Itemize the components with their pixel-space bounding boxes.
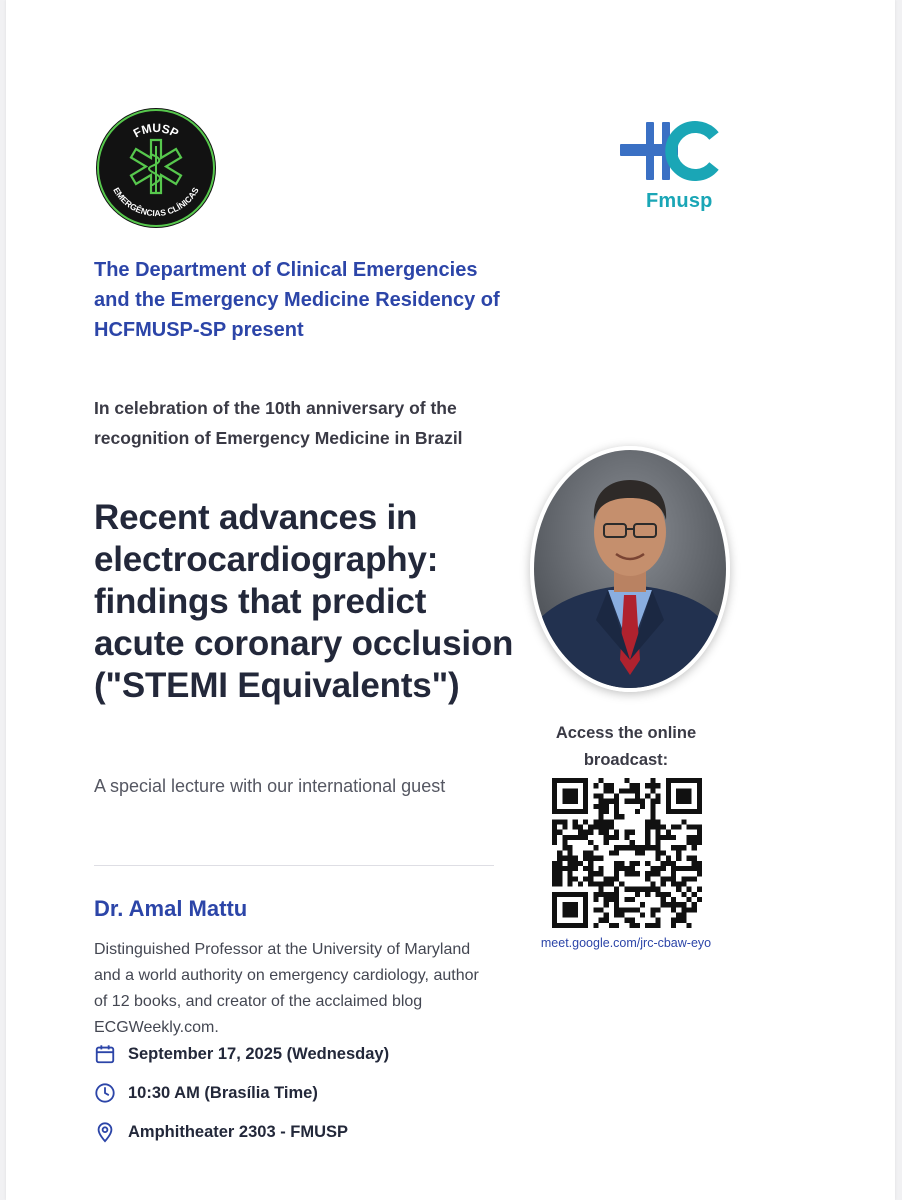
calendar-icon — [94, 1043, 116, 1065]
qr-code[interactable] — [552, 778, 702, 928]
logo-left-bottom-text: EMERGÊNCIAS CLÍNICAS — [111, 185, 201, 219]
broadcast-link[interactable]: meet.google.com/jrc-cbaw-eyo — [540, 936, 712, 950]
speaker-bio: Distinguished Professor at the University of Maryland and a world authority on emergency cardiology, author of 12 books, and creator of the acclaimed blog ECGWeekly.com. — [94, 941, 479, 1036]
clock-icon — [94, 1082, 116, 1104]
hc-mark-icon — [620, 118, 730, 188]
event-time: 10:30 AM (Brasília Time) — [128, 1083, 318, 1102]
map-pin-icon — [94, 1121, 116, 1143]
hc-fmusp-logo — [620, 118, 730, 218]
speaker-photo — [530, 446, 730, 692]
lecture-subtitle: A special lecture with our international guest — [94, 776, 446, 796]
anniversary-statement: In celebration of the 10th anniversary of the recognition of Emergency Medicine in Brazil — [94, 398, 463, 448]
date-row — [94, 1042, 389, 1066]
event-date: September 17, 2025 (Wednesday) — [128, 1044, 390, 1063]
speaker-name: Dr. Amal Mattu — [94, 896, 248, 921]
location-row — [94, 1120, 348, 1144]
section-divider — [94, 865, 494, 866]
event-poster — [6, 0, 895, 1200]
hc-logo-text: Fmusp — [646, 190, 713, 212]
lecture-title: Recent advances in electrocardiography: findings that predict acute coronary occlusion ("STEMI Equivalents") — [94, 498, 514, 705]
department-statement: The Department of Clinical Emergencies and the Emergency Medicine Residency of HCFMUSP-SP present — [94, 259, 500, 341]
fmusp-emergencias-logo — [94, 106, 218, 230]
time-row — [94, 1081, 318, 1105]
event-location: Amphitheater 2303 - FMUSP — [128, 1122, 349, 1141]
broadcast-label: Access the online broadcast: — [555, 724, 697, 769]
logo-left-top-text: FMUSP — [130, 120, 181, 141]
